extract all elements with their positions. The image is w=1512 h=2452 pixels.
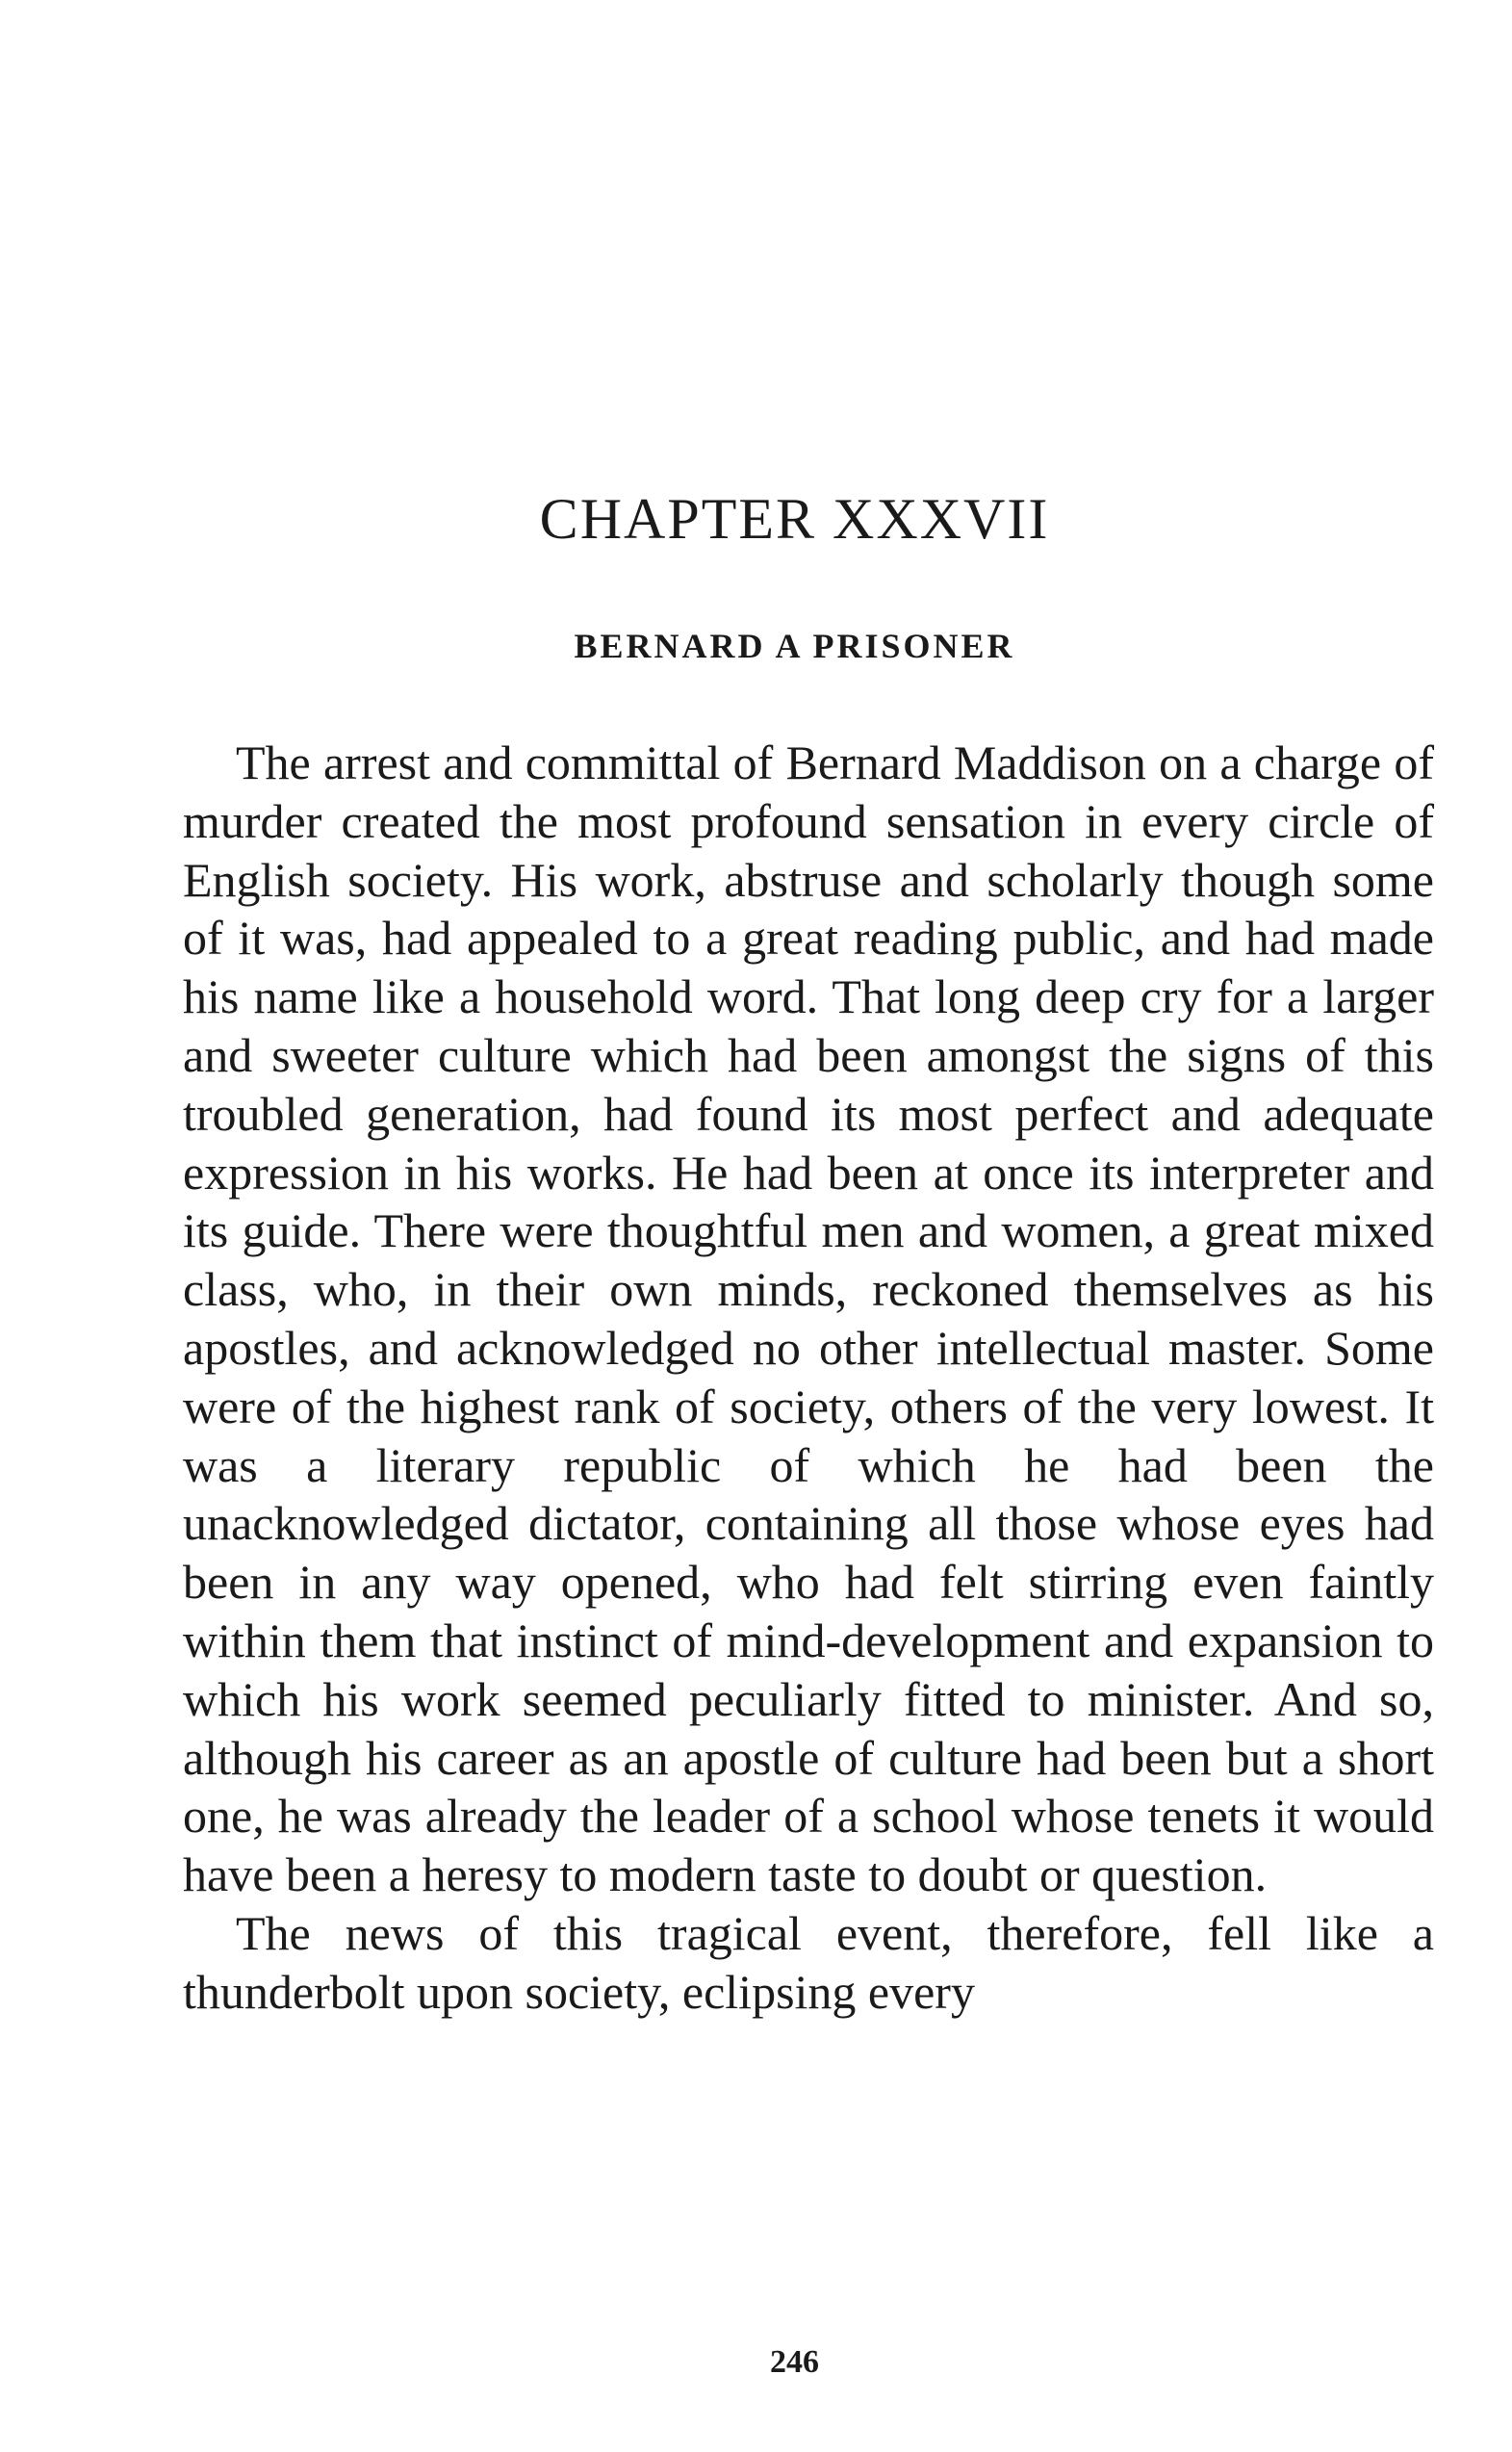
paragraph: The news of this tragical event, therefore, fell like a thunderbolt upon society, eclipsing every [183, 1905, 1434, 2019]
chapter-body [183, 734, 1434, 2022]
chapter-title: CHAPTER XXXVII [539, 487, 1050, 551]
page-number: 246 [770, 2344, 819, 2380]
chapter-subtitle: BERNARD A PRISONER [574, 627, 1015, 665]
paragraph: The arrest and committal of Bernard Maddison on a charge of murder created the most profound sensation in every circle of English society. His work, abstruse and scholarly though some of it was, had appealed to a great reading public, and had made his name like a household word. That long deep cry for a larger and sweeter culture which had been amongst the signs of this troubled generation, had found its most perfect and adequate expression in his works. He had been at once its interpreter and its guide. There were thoughtful men and women, a great mixed class, who, in their own minds, reckoned themselves as his apostles, and acknowledged no other intellectual master. Some were of the highest rank of society, others of the very lowest. It was a literary republic of which he had been the unacknowledged dictator, containing all those whose eyes had been in any way opened, who had felt stirring even faintly within them that instinct of mind-development and expansion to which his work seemed peculiarly fitted to minister. And so, although his career as an apostle of culture had been but a short one, he was already the leader of a school whose tenets it would have been a heresy to modern taste to doubt or question. [183, 736, 1434, 1902]
